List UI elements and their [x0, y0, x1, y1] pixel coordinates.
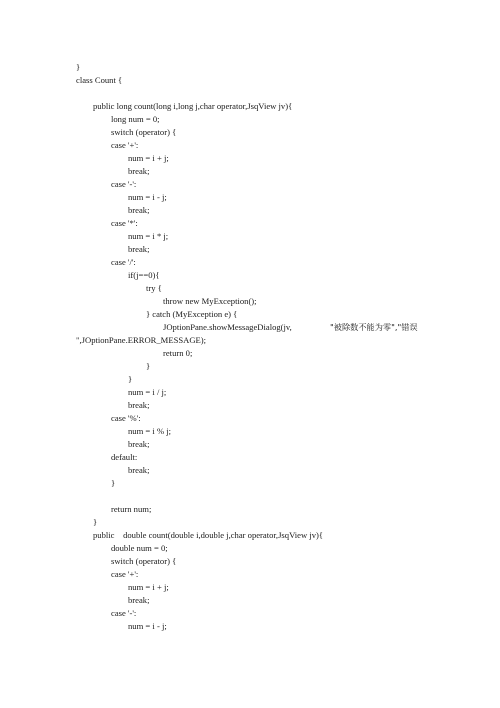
code-line: num = i - j;: [128, 192, 167, 202]
code-line: num = i / j;: [128, 387, 167, 397]
code-line-string: "被除数不能为零","错误: [330, 322, 418, 332]
code-line: public double count(double i,double j,char operator,JsqView jv){: [93, 530, 323, 540]
code-line: case '*':: [111, 218, 138, 228]
code-line: break;: [128, 400, 150, 410]
code-line: break;: [128, 439, 150, 449]
code-line: break;: [128, 166, 150, 176]
code-line: }: [111, 478, 116, 488]
code-line: case '-':: [111, 608, 137, 618]
code-line: default:: [111, 452, 138, 462]
code-line: }: [76, 62, 81, 72]
code-line: class Count {: [76, 75, 123, 85]
code-line: ",JOptionPane.ERROR_MESSAGE);: [76, 335, 207, 345]
code-line: throw new MyException();: [163, 296, 257, 306]
code-line: double num = 0;: [111, 543, 168, 553]
code-line: long num = 0;: [111, 114, 160, 124]
code-line: case '+':: [111, 140, 139, 150]
code-line: JOptionPane.showMessageDialog(jv,: [163, 322, 292, 332]
code-line: switch (operator) {: [111, 556, 177, 566]
code-line: if(j==0){: [128, 270, 160, 280]
code-line: return 0;: [163, 348, 193, 358]
code-line: }: [93, 517, 98, 527]
code-line: num = i * j;: [128, 231, 169, 241]
code-line: break;: [128, 595, 150, 605]
code-line: }: [128, 374, 133, 384]
code-line: num = i + j;: [128, 582, 169, 592]
code-line: case '/':: [111, 257, 136, 267]
code-line: break;: [128, 205, 150, 215]
code-line: num = i - j;: [128, 621, 167, 631]
code-line: }: [146, 361, 151, 371]
code-line: break;: [128, 465, 150, 475]
code-line: case '-':: [111, 179, 137, 189]
code-line: } catch (MyException e) {: [146, 309, 238, 319]
code-line: case '%':: [111, 413, 141, 423]
code-line: try {: [146, 283, 162, 293]
code-line: case '+':: [111, 569, 139, 579]
code-line: num = i + j;: [128, 153, 169, 163]
code-line: switch (operator) {: [111, 127, 177, 137]
code-line: break;: [128, 244, 150, 254]
code-line: num = i % j;: [128, 426, 172, 436]
code-line: public long count(long i,long j,char operator,JsqView jv){: [93, 101, 293, 111]
code-line: return num;: [111, 504, 152, 514]
